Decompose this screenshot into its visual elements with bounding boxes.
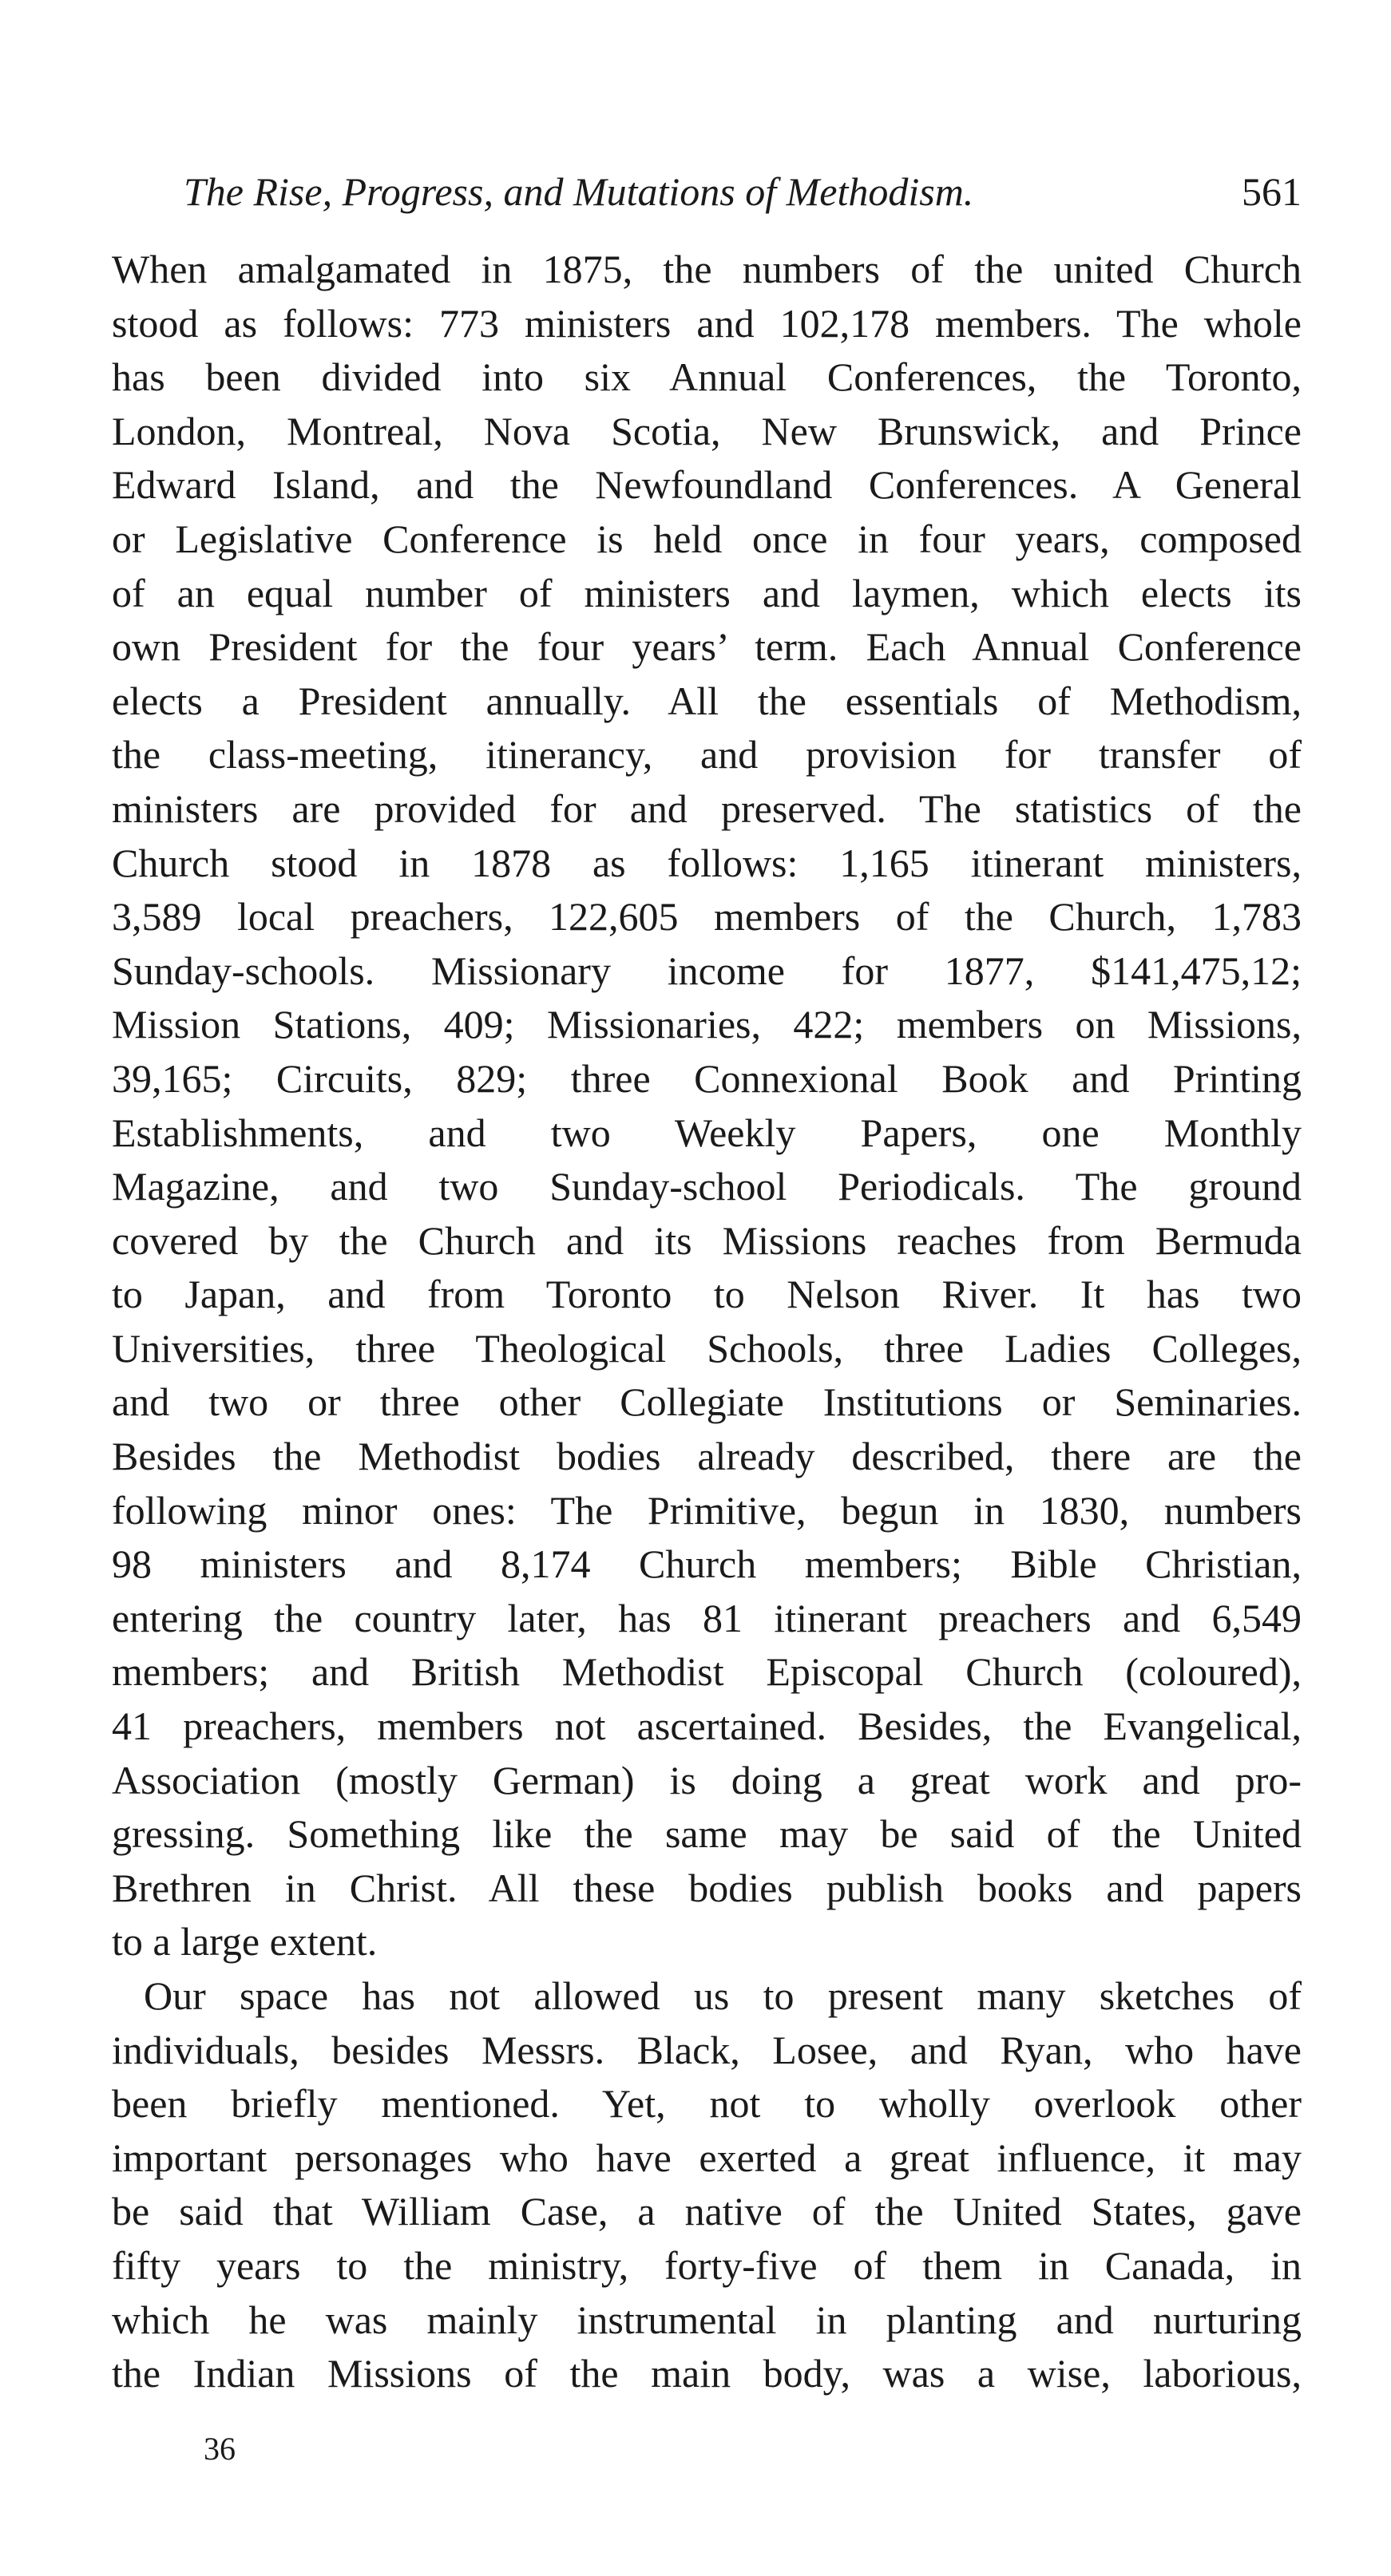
text-line: and two or three other Collegiate Institutions or Seminaries. (112, 1379, 1302, 1425)
body-text (112, 243, 1302, 2401)
text-line: stood as follows: 773 ministers and 102,178 members. The whole (112, 300, 1302, 346)
text-line: to a large extent. (112, 1919, 378, 1965)
page-number: 561 (1242, 169, 1302, 214)
text-line: the Indian Missions of the main body, was a wise, laborious, (112, 2351, 1302, 2396)
text-line: Our space has not allowed us to present many sketches of (144, 1973, 1302, 2018)
text-line: 3,589 local preachers, 122,605 members of the Church, 1,783 (112, 894, 1302, 940)
text-line: to Japan, and from Toronto to Nelson River. It has two (112, 1272, 1302, 1317)
running-title: The Rise, Progress, and Mutations of Methodism. (184, 169, 974, 214)
text-line: important personages who have exerted a great influence, it may (112, 2135, 1302, 2180)
text-line: gressing. Something like the same may be said of the United (112, 1811, 1302, 1857)
text-line: When amalgamated in 1875, the numbers of the united Church (112, 247, 1302, 291)
text-line: individuals, besides Messrs. Black, Losee, and Ryan, who have (112, 2027, 1302, 2072)
signature-mark: 36 (204, 2431, 236, 2467)
text-line: Magazine, and two Sunday-school Periodicals. The ground (112, 1164, 1302, 1209)
text-line: Sunday-schools. Missionary income for 1877, $141,475,12; (112, 948, 1302, 993)
text-line: has been divided into six Annual Conferences, the Toronto, (112, 354, 1302, 400)
text-line: elects a President annually. All the essentials of Methodism, (112, 678, 1302, 723)
text-line: Brethren in Christ. All these bodies publish books and papers (112, 1865, 1302, 1910)
text-line: of an equal number of ministers and laymen, which elects its (112, 570, 1302, 615)
text-line: been briefly mentioned. Yet, not to wholly overlook other (112, 2081, 1302, 2127)
paragraph-2 (112, 1969, 1302, 2401)
text-line: Mission Stations, 409; Missionaries, 422; members on Missions, (112, 1002, 1302, 1047)
text-line: own President for the four years’ term. Each Annual Conference (112, 624, 1302, 670)
text-line: entering the country later, has 81 itinerant preachers and 6,549 (112, 1595, 1302, 1640)
text-line: members; and British Methodist Episcopal Church (coloured), (112, 1649, 1302, 1695)
text-line: 41 preachers, members not ascertained. Besides, the Evangelical, (112, 1703, 1302, 1749)
text-line: Besides the Methodist bodies already described, there are the (112, 1434, 1302, 1479)
text-line: covered by the Church and its Missions reaches from Bermuda (112, 1217, 1302, 1263)
text-line: or Legislative Conference is held once in four years, composed (112, 516, 1302, 561)
text-line: Edward Island, and the Newfoundland Conferences. A General (112, 462, 1302, 508)
text-line: the class-meeting, itinerancy, and provision for transfer of (112, 732, 1302, 778)
text-line: Establishments, and two Weekly Papers, one Monthly (112, 1110, 1302, 1155)
text-line: following minor ones: The Primitive, begun in 1830, numbers (112, 1487, 1302, 1533)
text-line: fifty years to the ministry, forty-five of them in Canada, in (112, 2242, 1302, 2288)
paragraph-1 (112, 243, 1302, 1969)
text-line: Universities, three Theological Schools, three Ladies Colleges, (112, 1325, 1302, 1371)
text-line: 39,165; Circuits, 829; three Connexional Book and Printing (112, 1055, 1302, 1101)
text-line: Church stood in 1878 as follows: 1,165 itinerant ministers, (112, 840, 1302, 885)
text-line: ministers are provided for and preserved. The statistics of the (112, 785, 1302, 831)
text-line: 98 ministers and 8,174 Church members; Bible Christian, (112, 1541, 1302, 1587)
text-line: London, Montreal, Nova Scotia, New Brunswick, and Prince (112, 408, 1302, 453)
text-line: Association (mostly German) is doing a great work and pro- (112, 1757, 1302, 1802)
running-head (184, 160, 1302, 224)
text-line: which he was mainly instrumental in planting and nurturing (112, 2297, 1302, 2342)
text-line: be said that William Case, a native of the United States, gave (112, 2189, 1302, 2234)
